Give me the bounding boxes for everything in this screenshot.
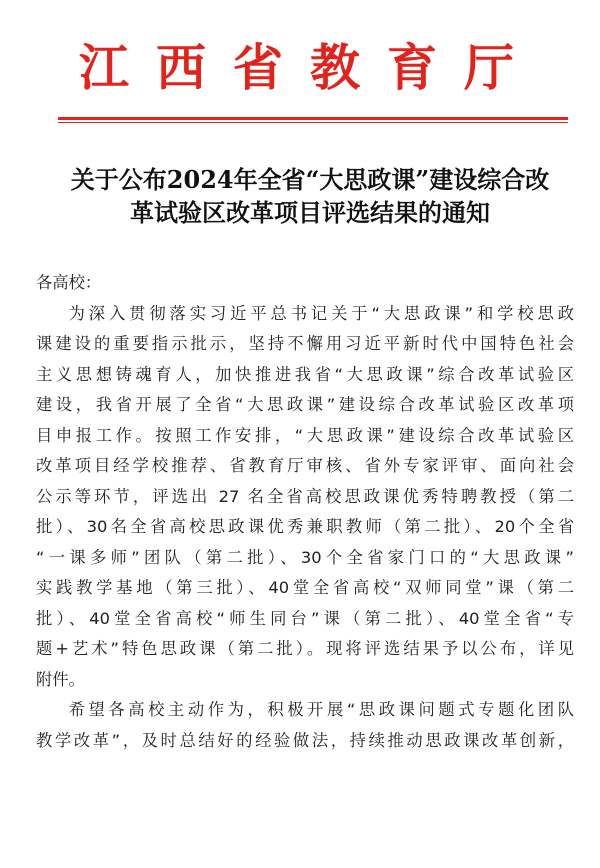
paragraph-1-line: 批）、40堂全省高校“师生同台”课（第二批）、40堂全省“专 [36, 608, 574, 628]
paragraph-1-line: 改革项目经学校推荐、省教育厅审核、省外专家评审、面向社会 [36, 456, 574, 475]
paragraph-2-line: 希望各高校主动作为，积极开展“思政课问题式专题化团队 [68, 700, 574, 719]
paragraph-1-line: 主义思想铸魂育人，加快推进我省“大思政课”综合改革试验区 [36, 364, 574, 384]
paragraph-1-line: 题+艺术”特色思政课（第二批）。现将评选结果予以公布，详见 [36, 639, 574, 658]
paragraph-1-line: “一课多师”团队（第二批）、30个全省家门口的“大思政课” [36, 547, 574, 567]
masthead-rule-thin [58, 122, 568, 123]
paragraph-1-line: 附件。 [36, 669, 85, 689]
notice-title [40, 163, 580, 229]
paragraph-1-line: 公示等环节，评选出 27 名全省高校思政课优秀特聘教授（第二 [36, 486, 574, 506]
paragraph-1-line: 实践教学基地（第三批）、40堂全省高校“双师同堂”课（第二 [36, 578, 574, 597]
paragraph-1-line: 建设，我省开展了全省“大思政课”建设综合改革试验区改革项 [36, 395, 574, 414]
paragraph-2 [36, 695, 574, 756]
paragraph-2-line: 教学改革”，及时总结好的经验做法，持续推动思政课改革创新， [36, 730, 574, 750]
paragraph-1-line: 课建设的重要指示批示，坚持不懈用习近平新时代中国特色社会 [36, 334, 574, 353]
masthead-rule-thick [58, 117, 568, 120]
paragraph-1-line: 为深入贯彻落实习近平总书记关于“大思政课”和学校思政 [68, 303, 574, 323]
paragraph-1-line: 目申报工作。按照工作安排，“大思政课”建设综合改革试验区 [36, 425, 574, 445]
salutation: 各高校： [36, 273, 102, 292]
notice-title-line-2: 革试验区改革项目评选结果的通知 [130, 198, 490, 227]
paragraph-1-line: 批）、30名全省高校思政课优秀兼职教师（第二批）、20个全省 [36, 517, 574, 536]
masthead-organization: 江西省教育厅 [79, 38, 541, 97]
notice-title-line-1: 关于公布2024年全省“大思政课”建设综合改 [70, 165, 550, 194]
paragraph-1 [36, 299, 574, 696]
notice-body [36, 268, 574, 756]
